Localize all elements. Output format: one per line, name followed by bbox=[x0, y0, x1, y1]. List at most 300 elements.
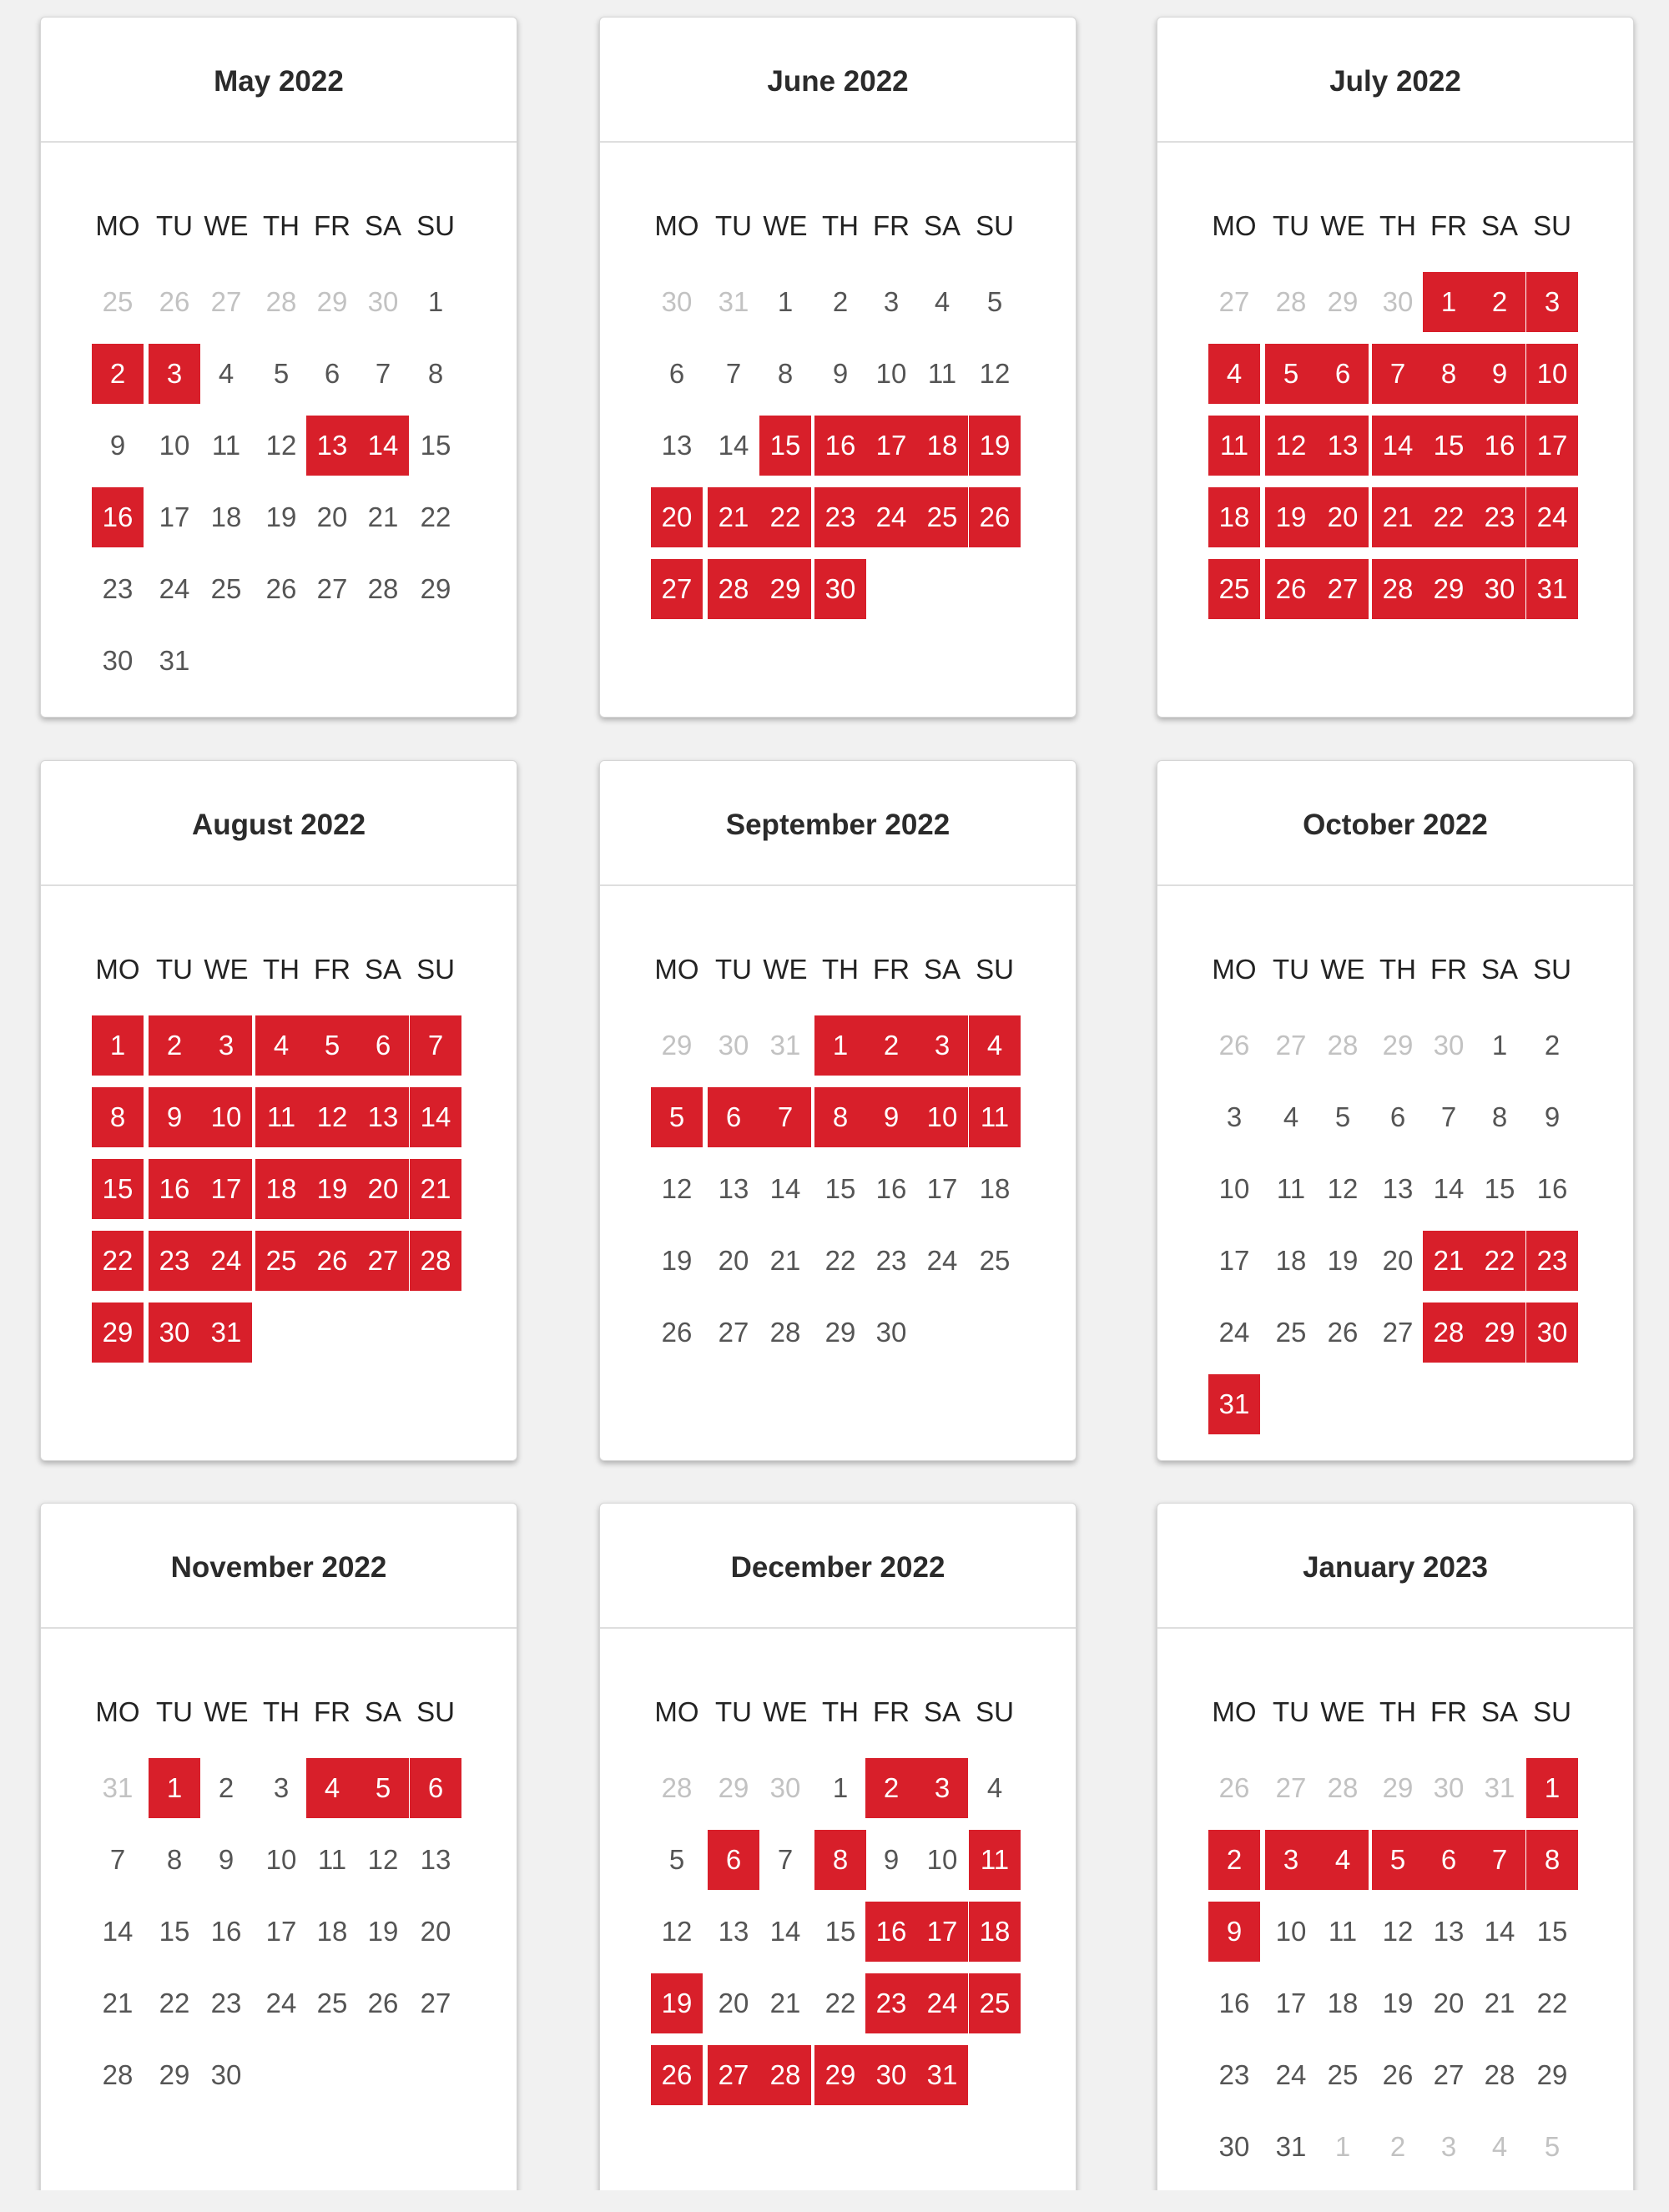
day-cell[interactable]: 21 bbox=[102, 1988, 134, 2018]
day-cell[interactable]: 10 bbox=[875, 358, 907, 389]
day-cell[interactable]: 11 bbox=[1276, 1173, 1306, 1204]
day-cell-booked[interactable]: 23 bbox=[1474, 487, 1525, 547]
day-cell-booked[interactable]: 27 bbox=[1317, 559, 1369, 619]
day-cell[interactable]: 15 bbox=[420, 430, 451, 461]
day-cell[interactable]: 18 bbox=[1275, 1245, 1307, 1276]
day-cell[interactable]: 7 bbox=[109, 1844, 126, 1875]
month-title: December 2022 bbox=[730, 1551, 945, 1584]
day-cell[interactable]: 14 bbox=[102, 1916, 134, 1947]
day-cell-booked[interactable]: 15 bbox=[1423, 416, 1475, 476]
day-cell[interactable]: 27 bbox=[718, 1317, 749, 1348]
day-cell-booked[interactable]: 8 bbox=[814, 1830, 866, 1890]
day-cell-booked[interactable]: 6 bbox=[708, 1087, 759, 1147]
weekday-header: SU bbox=[1533, 210, 1571, 241]
day-cell-booked[interactable]: 18 bbox=[1208, 487, 1260, 547]
day-cell[interactable]: 13 bbox=[1382, 1173, 1414, 1204]
day-cell-booked[interactable]: 21 bbox=[708, 487, 759, 547]
day-cell[interactable]: 22 bbox=[824, 1245, 856, 1276]
day-cell[interactable]: 19 bbox=[265, 501, 297, 532]
day-cell-booked[interactable]: 25 bbox=[916, 487, 968, 547]
day-cell[interactable]: 5 bbox=[1334, 1101, 1351, 1132]
day-cell-booked[interactable]: 25 bbox=[1208, 559, 1260, 619]
day-cell-booked[interactable]: 5 bbox=[1372, 1830, 1424, 1890]
day-cell[interactable]: 26 bbox=[265, 573, 297, 604]
day-cell-booked[interactable]: 20 bbox=[357, 1159, 409, 1219]
day-cell-booked[interactable]: 7 bbox=[1474, 1830, 1525, 1890]
day-cell-booked[interactable]: 5 bbox=[651, 1087, 703, 1147]
day-cell[interactable]: 29 bbox=[159, 2059, 190, 2090]
day-cell[interactable]: 14 bbox=[769, 1916, 801, 1947]
weekday-header: TH bbox=[263, 1696, 300, 1727]
day-cell[interactable]: 21 bbox=[1484, 1988, 1515, 2018]
day-cell[interactable]: 19 bbox=[1327, 1245, 1359, 1276]
day-cell[interactable]: 11 bbox=[1328, 1916, 1358, 1947]
day-cell-booked[interactable]: 8 bbox=[1423, 344, 1475, 404]
day-cell-booked[interactable]: 7 bbox=[759, 1087, 811, 1147]
day-cell-booked[interactable]: 31 bbox=[1526, 559, 1578, 619]
day-cell-booked[interactable]: 22 bbox=[1474, 1231, 1525, 1291]
day-cell[interactable]: 13 bbox=[420, 1844, 451, 1875]
day-cell[interactable]: 12 bbox=[979, 358, 1011, 389]
day-cell[interactable]: 1 bbox=[832, 1772, 849, 1803]
day-cell-booked[interactable]: 20 bbox=[651, 487, 703, 547]
day-cell[interactable]: 9 bbox=[832, 358, 849, 389]
day-cell-booked[interactable]: 17 bbox=[1526, 416, 1578, 476]
day-cell[interactable]: 2 bbox=[1544, 1030, 1561, 1061]
day-cell-booked[interactable]: 30 bbox=[814, 559, 866, 619]
weekday-header: MO bbox=[654, 954, 699, 985]
day-cell[interactable]: 23 bbox=[210, 1988, 242, 2018]
day-cell-booked[interactable]: 9 bbox=[865, 1087, 917, 1147]
day-cell-booked[interactable]: 25 bbox=[255, 1231, 307, 1291]
day-cell[interactable]: 28 bbox=[1484, 2059, 1515, 2090]
day-cell[interactable]: 7 bbox=[375, 358, 391, 389]
weekday-header: MO bbox=[1212, 210, 1257, 241]
day-cell-booked[interactable]: 16 bbox=[865, 1902, 917, 1962]
day-cell[interactable]: 17 bbox=[265, 1916, 297, 1947]
day-cell[interactable]: 8 bbox=[1491, 1101, 1508, 1132]
day-cell-booked[interactable]: 1 bbox=[92, 1015, 144, 1076]
month-card bbox=[1157, 17, 1634, 718]
day-cell[interactable]: 31 bbox=[1275, 2131, 1307, 2162]
day-cell-booked[interactable]: 22 bbox=[92, 1231, 144, 1291]
day-cell-booked[interactable]: 28 bbox=[759, 2045, 811, 2105]
day-cell-booked[interactable]: 17 bbox=[200, 1159, 252, 1219]
day-cell-booked[interactable]: 29 bbox=[92, 1303, 144, 1363]
day-cell-other-month: 28 bbox=[1327, 1030, 1359, 1061]
day-cell-booked[interactable]: 22 bbox=[759, 487, 811, 547]
weekday-header: MO bbox=[95, 1696, 140, 1727]
day-cell-booked[interactable]: 3 bbox=[916, 1758, 968, 1818]
day-cell-booked[interactable]: 15 bbox=[759, 416, 811, 476]
day-cell-booked[interactable]: 6 bbox=[708, 1830, 759, 1890]
day-cell[interactable]: 19 bbox=[367, 1916, 399, 1947]
day-cell[interactable]: 1 bbox=[1491, 1030, 1508, 1061]
day-cell[interactable]: 15 bbox=[824, 1173, 856, 1204]
day-cell[interactable]: 22 bbox=[159, 1988, 190, 2018]
day-cell[interactable]: 8 bbox=[777, 358, 794, 389]
day-cell-booked[interactable]: 18 bbox=[255, 1159, 307, 1219]
day-cell[interactable]: 6 bbox=[1389, 1101, 1406, 1132]
day-cell-booked[interactable]: 11 bbox=[1208, 416, 1260, 476]
day-cell[interactable]: 15 bbox=[1536, 1916, 1568, 1947]
day-cell[interactable]: 17 bbox=[1275, 1988, 1307, 2018]
day-cell[interactable]: 12 bbox=[1327, 1173, 1359, 1204]
day-cell-booked[interactable]: 30 bbox=[149, 1303, 200, 1363]
day-cell-booked[interactable]: 1 bbox=[149, 1758, 200, 1818]
day-cell[interactable]: 18 bbox=[210, 501, 242, 532]
day-cell[interactable]: 5 bbox=[668, 1844, 685, 1875]
day-cell-booked[interactable]: 27 bbox=[708, 2045, 759, 2105]
day-cell-booked[interactable]: 8 bbox=[92, 1087, 144, 1147]
day-cell-booked[interactable]: 6 bbox=[357, 1015, 409, 1076]
day-cell[interactable]: 17 bbox=[1218, 1245, 1250, 1276]
day-cell-booked[interactable]: 21 bbox=[1372, 487, 1424, 547]
day-cell[interactable]: 27 bbox=[1433, 2059, 1465, 2090]
day-cell-booked[interactable]: 10 bbox=[1526, 344, 1578, 404]
day-cell[interactable]: 11 bbox=[317, 1844, 347, 1875]
day-cell-booked[interactable]: 31 bbox=[1208, 1374, 1260, 1434]
weekday-header: MO bbox=[654, 210, 699, 241]
day-cell-booked[interactable]: 2 bbox=[149, 1015, 200, 1076]
day-cell[interactable]: 20 bbox=[1382, 1245, 1414, 1276]
day-cell-booked[interactable]: 1 bbox=[814, 1015, 866, 1076]
day-cell[interactable]: 4 bbox=[986, 1772, 1003, 1803]
day-cell[interactable]: 23 bbox=[875, 1245, 907, 1276]
day-cell-booked[interactable]: 18 bbox=[916, 416, 968, 476]
day-cell-booked[interactable]: 17 bbox=[865, 416, 917, 476]
day-cell-booked[interactable]: 12 bbox=[1265, 416, 1317, 476]
day-cell[interactable]: 8 bbox=[166, 1844, 183, 1875]
day-cell-booked[interactable]: 29 bbox=[1474, 1303, 1525, 1363]
day-cell-booked[interactable]: 14 bbox=[1372, 416, 1424, 476]
day-cell[interactable]: 28 bbox=[367, 573, 399, 604]
day-cell[interactable]: 25 bbox=[1327, 2059, 1359, 2090]
day-cell-booked[interactable]: 28 bbox=[708, 559, 759, 619]
day-cell-booked[interactable]: 25 bbox=[969, 1973, 1021, 2033]
day-cell-booked[interactable]: 26 bbox=[1265, 559, 1317, 619]
day-cell-other-month: 27 bbox=[1218, 286, 1250, 317]
day-cell[interactable]: 24 bbox=[1218, 1317, 1250, 1348]
day-cell[interactable]: 27 bbox=[1382, 1317, 1414, 1348]
day-cell[interactable]: 26 bbox=[367, 1988, 399, 2018]
day-cell-booked[interactable]: 26 bbox=[969, 487, 1021, 547]
day-cell-booked[interactable]: 13 bbox=[1317, 416, 1369, 476]
day-cell[interactable]: 13 bbox=[1433, 1916, 1465, 1947]
day-cell-booked[interactable]: 3 bbox=[916, 1015, 968, 1076]
day-cell[interactable]: 8 bbox=[427, 358, 444, 389]
day-cell-booked[interactable]: 10 bbox=[200, 1087, 252, 1147]
day-cell[interactable]: 4 bbox=[218, 358, 234, 389]
day-cell[interactable]: 12 bbox=[265, 430, 297, 461]
day-cell-booked[interactable]: 1 bbox=[1423, 272, 1475, 332]
day-cell[interactable]: 21 bbox=[769, 1245, 801, 1276]
day-cell-booked[interactable]: 3 bbox=[1526, 272, 1578, 332]
day-cell[interactable]: 9 bbox=[883, 1844, 900, 1875]
day-cell-booked[interactable]: 3 bbox=[1265, 1830, 1317, 1890]
day-cell-booked[interactable]: 5 bbox=[1265, 344, 1317, 404]
day-cell-booked[interactable]: 15 bbox=[92, 1159, 144, 1219]
day-cell-booked[interactable]: 23 bbox=[865, 1973, 917, 2033]
day-cell-booked[interactable]: 28 bbox=[410, 1231, 461, 1291]
day-cell[interactable]: 24 bbox=[926, 1245, 958, 1276]
day-cell[interactable]: 25 bbox=[979, 1245, 1011, 1276]
day-cell-booked[interactable]: 16 bbox=[149, 1159, 200, 1219]
day-cell[interactable]: 30 bbox=[1218, 2131, 1250, 2162]
day-cell[interactable]: 7 bbox=[777, 1844, 794, 1875]
day-cell-booked[interactable]: 21 bbox=[410, 1159, 461, 1219]
month-card bbox=[1157, 1503, 1634, 2204]
day-cell[interactable]: 18 bbox=[316, 1916, 348, 1947]
day-cell[interactable]: 20 bbox=[420, 1916, 451, 1947]
day-cell[interactable]: 11 bbox=[211, 430, 241, 461]
day-cell-booked[interactable]: 23 bbox=[1526, 1231, 1578, 1291]
day-cell-booked[interactable]: 13 bbox=[306, 416, 358, 476]
day-cell-booked[interactable]: 8 bbox=[814, 1087, 866, 1147]
day-cell-booked[interactable]: 23 bbox=[149, 1231, 200, 1291]
day-cell[interactable]: 14 bbox=[1433, 1173, 1465, 1204]
day-cell[interactable]: 29 bbox=[1536, 2059, 1568, 2090]
day-cell-booked[interactable]: 24 bbox=[865, 487, 917, 547]
day-cell[interactable]: 3 bbox=[1226, 1101, 1243, 1132]
day-cell-booked[interactable]: 24 bbox=[1526, 487, 1578, 547]
day-cell-booked[interactable]: 24 bbox=[200, 1231, 252, 1291]
day-cell-booked[interactable]: 28 bbox=[1372, 559, 1424, 619]
day-cell[interactable]: 10 bbox=[1218, 1173, 1250, 1204]
day-cell-booked[interactable]: 9 bbox=[1208, 1902, 1260, 1962]
day-cell[interactable]: 4 bbox=[1283, 1101, 1299, 1132]
day-cell[interactable]: 31 bbox=[159, 645, 190, 676]
day-cell[interactable]: 1 bbox=[427, 286, 444, 317]
day-cell[interactable]: 5 bbox=[986, 286, 1003, 317]
month-title: June 2022 bbox=[767, 65, 909, 98]
day-cell-booked[interactable]: 1 bbox=[1526, 1758, 1578, 1818]
day-cell-booked[interactable]: 7 bbox=[1372, 344, 1424, 404]
day-cell-booked[interactable]: 6 bbox=[1423, 1830, 1475, 1890]
day-cell[interactable]: 12 bbox=[367, 1844, 399, 1875]
day-cell-booked[interactable]: 30 bbox=[865, 2045, 917, 2105]
day-cell[interactable]: 23 bbox=[1218, 2059, 1250, 2090]
day-cell[interactable]: 14 bbox=[1484, 1916, 1515, 1947]
day-cell-booked[interactable]: 29 bbox=[814, 2045, 866, 2105]
day-cell[interactable]: 19 bbox=[661, 1245, 693, 1276]
day-cell-booked[interactable]: 12 bbox=[306, 1087, 358, 1147]
day-cell-booked[interactable]: 4 bbox=[306, 1758, 358, 1818]
day-cell[interactable]: 24 bbox=[1275, 2059, 1307, 2090]
day-cell[interactable]: 7 bbox=[1440, 1101, 1457, 1132]
day-cell[interactable]: 10 bbox=[1275, 1916, 1307, 1947]
day-cell[interactable]: 6 bbox=[324, 358, 340, 389]
day-cell[interactable]: 3 bbox=[273, 1772, 290, 1803]
day-cell[interactable]: 16 bbox=[875, 1173, 907, 1204]
day-cell[interactable]: 23 bbox=[102, 573, 134, 604]
day-cell-booked[interactable]: 20 bbox=[1317, 487, 1369, 547]
day-cell[interactable]: 30 bbox=[875, 1317, 907, 1348]
day-cell[interactable]: 25 bbox=[316, 1988, 348, 2018]
day-cell[interactable]: 15 bbox=[1484, 1173, 1515, 1204]
day-cell-booked[interactable]: 22 bbox=[1423, 487, 1475, 547]
day-cell-booked[interactable]: 30 bbox=[1526, 1303, 1578, 1363]
day-cell[interactable]: 28 bbox=[769, 1317, 801, 1348]
day-cell-booked[interactable]: 19 bbox=[969, 416, 1021, 476]
month-card-header bbox=[41, 761, 517, 886]
day-cell[interactable]: 18 bbox=[979, 1173, 1011, 1204]
day-cell-booked[interactable]: 4 bbox=[1317, 1830, 1369, 1890]
day-cell-booked[interactable]: 14 bbox=[357, 416, 409, 476]
day-cell-booked[interactable]: 11 bbox=[969, 1087, 1021, 1147]
month-card-header bbox=[600, 18, 1076, 143]
day-cell-booked[interactable]: 9 bbox=[149, 1087, 200, 1147]
day-cell[interactable]: 3 bbox=[883, 286, 900, 317]
day-cell-booked[interactable]: 19 bbox=[651, 1973, 703, 2033]
day-cell[interactable]: 14 bbox=[718, 430, 749, 461]
day-cell[interactable]: 30 bbox=[102, 645, 134, 676]
weekday-header: TU bbox=[1273, 1696, 1309, 1727]
day-cell[interactable]: 21 bbox=[367, 501, 399, 532]
day-cell[interactable]: 25 bbox=[210, 573, 242, 604]
weekday-header: FR bbox=[873, 1696, 910, 1727]
day-cell[interactable]: 4 bbox=[934, 286, 950, 317]
day-cell[interactable]: 29 bbox=[824, 1317, 856, 1348]
day-cell-booked[interactable]: 18 bbox=[969, 1902, 1021, 1962]
day-cell-booked[interactable]: 6 bbox=[410, 1758, 461, 1818]
day-cell[interactable]: 27 bbox=[420, 1988, 451, 2018]
day-cell-booked[interactable]: 6 bbox=[1317, 344, 1369, 404]
day-cell-booked[interactable]: 27 bbox=[651, 559, 703, 619]
day-cell[interactable]: 14 bbox=[769, 1173, 801, 1204]
day-cell[interactable]: 24 bbox=[159, 573, 190, 604]
day-cell-booked[interactable]: 16 bbox=[1474, 416, 1525, 476]
day-cell[interactable]: 9 bbox=[1544, 1101, 1561, 1132]
day-cell[interactable]: 17 bbox=[926, 1173, 958, 1204]
day-cell[interactable]: 10 bbox=[265, 1844, 297, 1875]
day-cell-other-month: 29 bbox=[661, 1030, 693, 1061]
month-card bbox=[599, 1503, 1077, 2204]
day-cell[interactable]: 19 bbox=[1382, 1988, 1414, 2018]
day-cell[interactable]: 20 bbox=[718, 1988, 749, 2018]
day-cell[interactable]: 9 bbox=[109, 430, 126, 461]
day-cell-booked[interactable]: 7 bbox=[410, 1015, 461, 1076]
weekday-header: SA bbox=[364, 210, 402, 241]
day-cell[interactable]: 26 bbox=[1382, 2059, 1414, 2090]
day-cell-booked[interactable]: 2 bbox=[1208, 1830, 1260, 1890]
day-cell[interactable]: 7 bbox=[725, 358, 742, 389]
day-cell-booked[interactable]: 13 bbox=[357, 1087, 409, 1147]
day-cell[interactable]: 22 bbox=[824, 1988, 856, 2018]
day-cell[interactable]: 5 bbox=[273, 358, 290, 389]
day-cell[interactable]: 10 bbox=[159, 430, 190, 461]
day-cell[interactable]: 17 bbox=[159, 501, 190, 532]
day-cell-booked[interactable]: 26 bbox=[306, 1231, 358, 1291]
weekday-header: FR bbox=[1430, 954, 1467, 985]
day-cell-booked[interactable]: 19 bbox=[306, 1159, 358, 1219]
day-cell-booked[interactable]: 26 bbox=[651, 2045, 703, 2105]
day-cell-booked[interactable]: 10 bbox=[916, 1087, 968, 1147]
day-cell-booked[interactable]: 29 bbox=[1423, 559, 1475, 619]
day-cell[interactable]: 12 bbox=[661, 1173, 693, 1204]
day-cell[interactable]: 13 bbox=[661, 430, 693, 461]
day-cell-booked[interactable]: 2 bbox=[865, 1758, 917, 1818]
day-cell-booked[interactable]: 3 bbox=[200, 1015, 252, 1076]
day-cell-booked[interactable]: 5 bbox=[357, 1758, 409, 1818]
day-cell-booked[interactable]: 9 bbox=[1474, 344, 1525, 404]
day-cell-booked[interactable]: 4 bbox=[1208, 344, 1260, 404]
day-cell[interactable]: 13 bbox=[718, 1173, 749, 1204]
day-cell-booked[interactable]: 28 bbox=[1423, 1303, 1475, 1363]
day-cell[interactable]: 12 bbox=[661, 1916, 693, 1947]
day-cell[interactable]: 15 bbox=[159, 1916, 190, 1947]
day-cell[interactable]: 15 bbox=[824, 1916, 856, 1947]
day-cell-booked[interactable]: 30 bbox=[1474, 559, 1525, 619]
day-cell[interactable]: 16 bbox=[210, 1916, 242, 1947]
day-cell[interactable]: 2 bbox=[832, 286, 849, 317]
day-cell[interactable]: 9 bbox=[218, 1844, 234, 1875]
day-cell[interactable]: 28 bbox=[102, 2059, 134, 2090]
day-cell[interactable]: 22 bbox=[1536, 1988, 1568, 2018]
day-cell-booked[interactable]: 5 bbox=[306, 1015, 358, 1076]
day-cell[interactable]: 24 bbox=[265, 1988, 297, 2018]
day-cell[interactable]: 20 bbox=[718, 1245, 749, 1276]
day-cell-booked[interactable]: 31 bbox=[200, 1303, 252, 1363]
day-cell[interactable]: 6 bbox=[668, 358, 685, 389]
day-cell-booked[interactable]: 2 bbox=[92, 344, 144, 404]
day-cell[interactable]: 20 bbox=[316, 501, 348, 532]
day-cell[interactable]: 25 bbox=[1275, 1317, 1307, 1348]
day-cell-booked[interactable]: 11 bbox=[255, 1087, 307, 1147]
day-cell-booked[interactable]: 17 bbox=[916, 1902, 968, 1962]
day-cell-booked[interactable]: 8 bbox=[1526, 1830, 1578, 1890]
day-cell[interactable]: 12 bbox=[1382, 1916, 1414, 1947]
day-cell[interactable]: 16 bbox=[1536, 1173, 1568, 1204]
day-cell-booked[interactable]: 14 bbox=[410, 1087, 461, 1147]
day-cell-booked[interactable]: 21 bbox=[1423, 1231, 1475, 1291]
day-cell-booked[interactable]: 27 bbox=[357, 1231, 409, 1291]
day-cell[interactable]: 11 bbox=[927, 358, 957, 389]
weekday-header: WE bbox=[204, 210, 249, 241]
day-cell[interactable]: 30 bbox=[210, 2059, 242, 2090]
day-cell[interactable]: 2 bbox=[218, 1772, 234, 1803]
day-cell-booked[interactable]: 29 bbox=[759, 559, 811, 619]
day-cell[interactable]: 16 bbox=[1218, 1988, 1250, 2018]
day-cell-booked[interactable]: 16 bbox=[92, 487, 144, 547]
day-cell-booked[interactable]: 23 bbox=[814, 487, 866, 547]
day-cell-booked[interactable]: 11 bbox=[969, 1830, 1021, 1890]
day-cell[interactable]: 18 bbox=[1327, 1988, 1359, 2018]
day-cell[interactable]: 10 bbox=[926, 1844, 958, 1875]
day-cell-booked[interactable]: 31 bbox=[916, 2045, 968, 2105]
day-cell[interactable]: 26 bbox=[661, 1317, 693, 1348]
day-cell-booked[interactable]: 2 bbox=[1474, 272, 1525, 332]
day-cell-booked[interactable]: 24 bbox=[916, 1973, 968, 2033]
day-cell[interactable]: 27 bbox=[316, 573, 348, 604]
day-cell[interactable]: 29 bbox=[420, 573, 451, 604]
day-cell[interactable]: 26 bbox=[1327, 1317, 1359, 1348]
day-cell[interactable]: 21 bbox=[769, 1988, 801, 2018]
weekday-header: FR bbox=[314, 1696, 350, 1727]
day-cell[interactable]: 22 bbox=[420, 501, 451, 532]
day-cell[interactable]: 1 bbox=[777, 286, 794, 317]
weekday-header: WE bbox=[763, 1696, 808, 1727]
day-cell-booked[interactable]: 19 bbox=[1265, 487, 1317, 547]
day-cell-booked[interactable]: 2 bbox=[865, 1015, 917, 1076]
day-cell[interactable]: 13 bbox=[718, 1916, 749, 1947]
day-cell[interactable]: 20 bbox=[1433, 1988, 1465, 2018]
day-cell-booked[interactable]: 3 bbox=[149, 344, 200, 404]
day-cell-booked[interactable]: 4 bbox=[969, 1015, 1021, 1076]
weekday-header: TU bbox=[715, 954, 752, 985]
day-cell-booked[interactable]: 4 bbox=[255, 1015, 307, 1076]
day-cell-booked[interactable]: 16 bbox=[814, 416, 866, 476]
